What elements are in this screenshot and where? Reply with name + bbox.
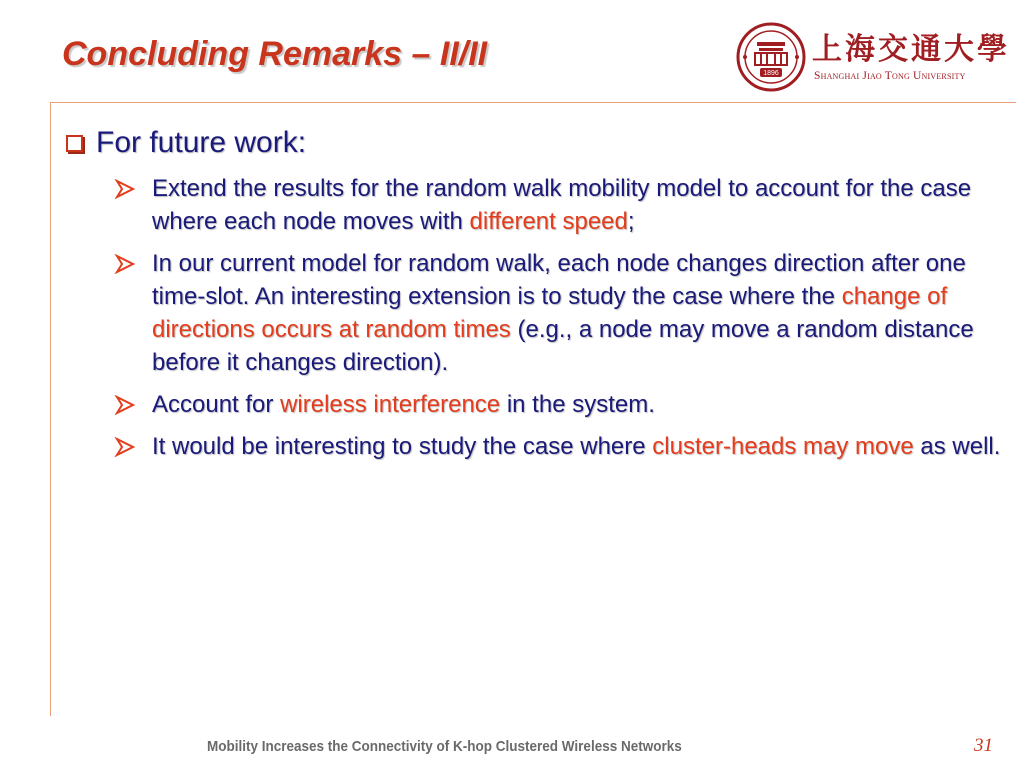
highlighted-text: change of directions occurs at random times <box>152 283 948 343</box>
text-run: (e.g., a node may move a random distance before it changes direction). <box>152 316 974 376</box>
text-run: as well. <box>913 433 1001 460</box>
highlighted-text: cluster-heads may move <box>652 433 914 460</box>
left-rule <box>50 102 51 716</box>
text-run: In our current model for random walk, each node changes direction after one time-slot. An interesting extension is to study the case where the <box>152 250 966 310</box>
footer-text: Mobility Increases the Connectivity of K-hop Clustered Wireless Networks <box>207 738 682 755</box>
list-item-text <box>152 388 1006 421</box>
university-name-english: Shanghai Jiao Tong University <box>814 70 966 82</box>
list-item-text <box>152 172 1006 238</box>
text-run: Account for <box>152 391 281 418</box>
bullet-level1-text: For future work: <box>96 126 307 159</box>
text-run: Extend the results for the random walk mobility model to account for the case where each node moves with <box>152 175 972 235</box>
list-item-text <box>152 430 1006 463</box>
university-name-chinese: 上海交通大學 <box>812 32 1010 67</box>
square-bullet-icon <box>66 135 83 152</box>
slide-title: Concluding Remarks – II/II <box>62 35 488 73</box>
page-number: 31 <box>974 735 993 756</box>
arrowhead-icon <box>114 395 136 415</box>
list-item-text <box>152 247 1006 379</box>
slide-body <box>66 126 1006 472</box>
university-seal-icon <box>736 22 806 92</box>
university-logo <box>736 16 1010 98</box>
highlighted-text: different speed <box>469 208 628 235</box>
text-run: in the system. <box>500 391 655 418</box>
text-run: It would be interesting to study the case where <box>152 433 653 460</box>
arrowhead-icon <box>114 254 136 274</box>
bullet-level1 <box>66 126 1006 160</box>
arrowhead-icon <box>114 437 136 457</box>
arrowhead-icon <box>114 179 136 199</box>
text-run: ; <box>627 208 635 235</box>
bullet-list <box>114 172 1006 463</box>
highlighted-text: wireless interference <box>280 391 501 418</box>
list-item <box>114 172 1006 238</box>
list-item <box>114 247 1006 379</box>
list-item <box>114 388 1006 421</box>
seal-year: 1896 <box>763 70 779 77</box>
header-rule <box>50 102 1016 103</box>
list-item <box>114 430 1006 463</box>
